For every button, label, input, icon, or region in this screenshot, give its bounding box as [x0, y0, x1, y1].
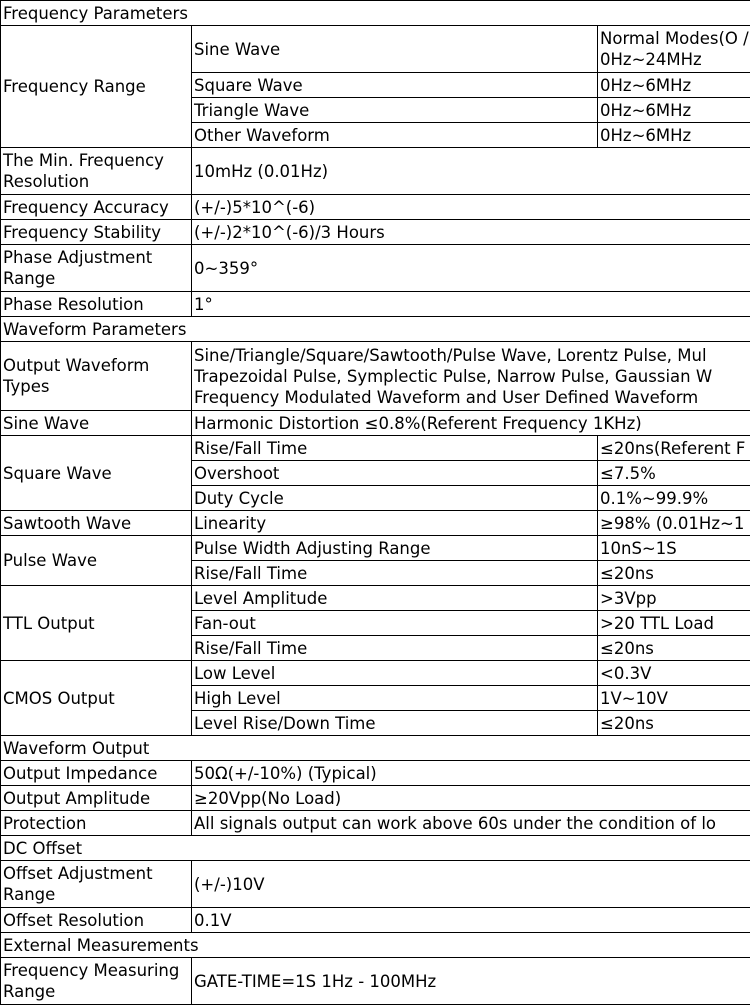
table-row	[1, 761, 750, 786]
section-header-frequency: Frequency Parameters	[1, 1, 750, 26]
pulse-label: Pulse Wave	[1, 536, 192, 586]
table-row	[1, 861, 750, 908]
table-row	[1, 536, 750, 561]
table-row	[1, 786, 750, 811]
ttl-fanout-value: >20 TTL Load	[598, 611, 750, 636]
sine-label: Sine Wave	[1, 411, 192, 436]
table-row	[1, 342, 750, 411]
accuracy-label: Frequency Accuracy	[1, 195, 192, 220]
section-row	[1, 736, 750, 761]
section-row	[1, 836, 750, 861]
freq-meas-value: GATE-TIME=1S 1Hz - 100MHz	[192, 958, 750, 1005]
square-duty-name: Duty Cycle	[192, 486, 598, 511]
sawtooth-value: ≥98% (0.01Hz~1	[598, 511, 750, 536]
freq-range-sine-value: Normal Modes(O / 0Hz~24MHz	[598, 26, 750, 73]
impedance-value: 50Ω(+/-10%) (Typical)	[192, 761, 750, 786]
ttl-label: TTL Output	[1, 586, 192, 661]
section-header-dc: DC Offset	[1, 836, 750, 861]
protection-label: Protection	[1, 811, 192, 836]
phase-res-value: 1°	[192, 292, 750, 317]
square-label: Square Wave	[1, 436, 192, 511]
cmos-low-name: Low Level	[192, 661, 598, 686]
pulse-rise-name: Rise/Fall Time	[192, 561, 598, 586]
wave-types-text: Sine/Triangle/Square/Sawtooth/Pulse Wave, Lorentz Pulse, Mul Trapezoidal Pulse, Symplectic Pulse, Narrow Pulse, Gaussian W Frequency Modulated Waveform and User Defined Waveform	[194, 345, 750, 408]
ttl-level-name: Level Amplitude	[192, 586, 598, 611]
table-row	[1, 811, 750, 836]
table-row	[1, 245, 750, 292]
pulse-width-name: Pulse Width Adjusting Range	[192, 536, 598, 561]
table-row	[1, 411, 750, 436]
section-header-external: External Measurements	[1, 933, 750, 958]
ttl-rise-value: ≤20ns	[598, 636, 750, 661]
freq-meas-label: Frequency Measuring Range	[1, 958, 192, 1005]
sine-value: Harmonic Distortion ≤0.8%(Referent Frequency 1KHz)	[192, 411, 750, 436]
cmos-rise-name: Level Rise/Down Time	[192, 711, 598, 736]
phase-res-label: Phase Resolution	[1, 292, 192, 317]
cmos-high-name: High Level	[192, 686, 598, 711]
freq-range-triangle-value: 0Hz~6MHz	[598, 98, 750, 123]
section-row	[1, 933, 750, 958]
freq-range-other-value: 0Hz~6MHz	[598, 123, 750, 148]
min-res-label: The Min. Frequency Resolution	[1, 148, 192, 195]
amplitude-value: ≥20Vpp(No Load)	[192, 786, 750, 811]
freq-range-triangle-name: Triangle Wave	[192, 98, 598, 123]
wave-types-label: Output Waveform Types	[1, 342, 192, 411]
min-res-value: 10mHz (0.01Hz)	[192, 148, 750, 195]
sawtooth-name: Linearity	[192, 511, 598, 536]
wave-types-value	[192, 342, 750, 411]
table-row	[1, 292, 750, 317]
section-header-waveform: Waveform Parameters	[1, 317, 750, 342]
cmos-label: CMOS Output	[1, 661, 192, 736]
square-rise-value: ≤20ns(Referent F	[598, 436, 750, 461]
table-row	[1, 148, 750, 195]
offset-res-value: 0.1V	[192, 908, 750, 933]
stability-label: Frequency Stability	[1, 220, 192, 245]
offset-adj-label: Offset Adjustment Range	[1, 861, 192, 908]
square-duty-value: 0.1%~99.9%	[598, 486, 750, 511]
square-overshoot-value: ≤7.5%	[598, 461, 750, 486]
ttl-fanout-name: Fan-out	[192, 611, 598, 636]
pulse-width-value: 10nS~1S	[598, 536, 750, 561]
square-rise-name: Rise/Fall Time	[192, 436, 598, 461]
freq-range-other-name: Other Waveform	[192, 123, 598, 148]
impedance-label: Output Impedance	[1, 761, 192, 786]
table-row	[1, 958, 750, 1005]
phase-adj-value: 0~359°	[192, 245, 750, 292]
protection-value: All signals output can work above 60s under the condition of lo	[192, 811, 750, 836]
accuracy-value: (+/-)5*10^(-6)	[192, 195, 750, 220]
cmos-high-value: 1V~10V	[598, 686, 750, 711]
amplitude-label: Output Amplitude	[1, 786, 192, 811]
pulse-rise-value: ≤20ns	[598, 561, 750, 586]
square-overshoot-name: Overshoot	[192, 461, 598, 486]
table-row	[1, 195, 750, 220]
cmos-rise-value: ≤20ns	[598, 711, 750, 736]
sawtooth-label: Sawtooth Wave	[1, 511, 192, 536]
table-row	[1, 220, 750, 245]
section-row	[1, 317, 750, 342]
table-row	[1, 908, 750, 933]
phase-adj-label: Phase Adjustment Range	[1, 245, 192, 292]
section-row	[1, 1, 750, 26]
freq-range-sine-name: Sine Wave	[192, 26, 598, 73]
table-row	[1, 661, 750, 686]
table-row	[1, 436, 750, 461]
offset-adj-value: (+/-)10V	[192, 861, 750, 908]
table-row	[1, 511, 750, 536]
freq-range-square-value: 0Hz~6MHz	[598, 73, 750, 98]
freq-range-label: Frequency Range	[1, 26, 192, 148]
cmos-low-value: <0.3V	[598, 661, 750, 686]
freq-range-square-name: Square Wave	[192, 73, 598, 98]
table-row	[1, 26, 750, 73]
stability-value: (+/-)2*10^(-6)/3 Hours	[192, 220, 750, 245]
table-row	[1, 586, 750, 611]
section-header-output: Waveform Output	[1, 736, 750, 761]
ttl-level-value: >3Vpp	[598, 586, 750, 611]
ttl-rise-name: Rise/Fall Time	[192, 636, 598, 661]
offset-res-label: Offset Resolution	[1, 908, 192, 933]
